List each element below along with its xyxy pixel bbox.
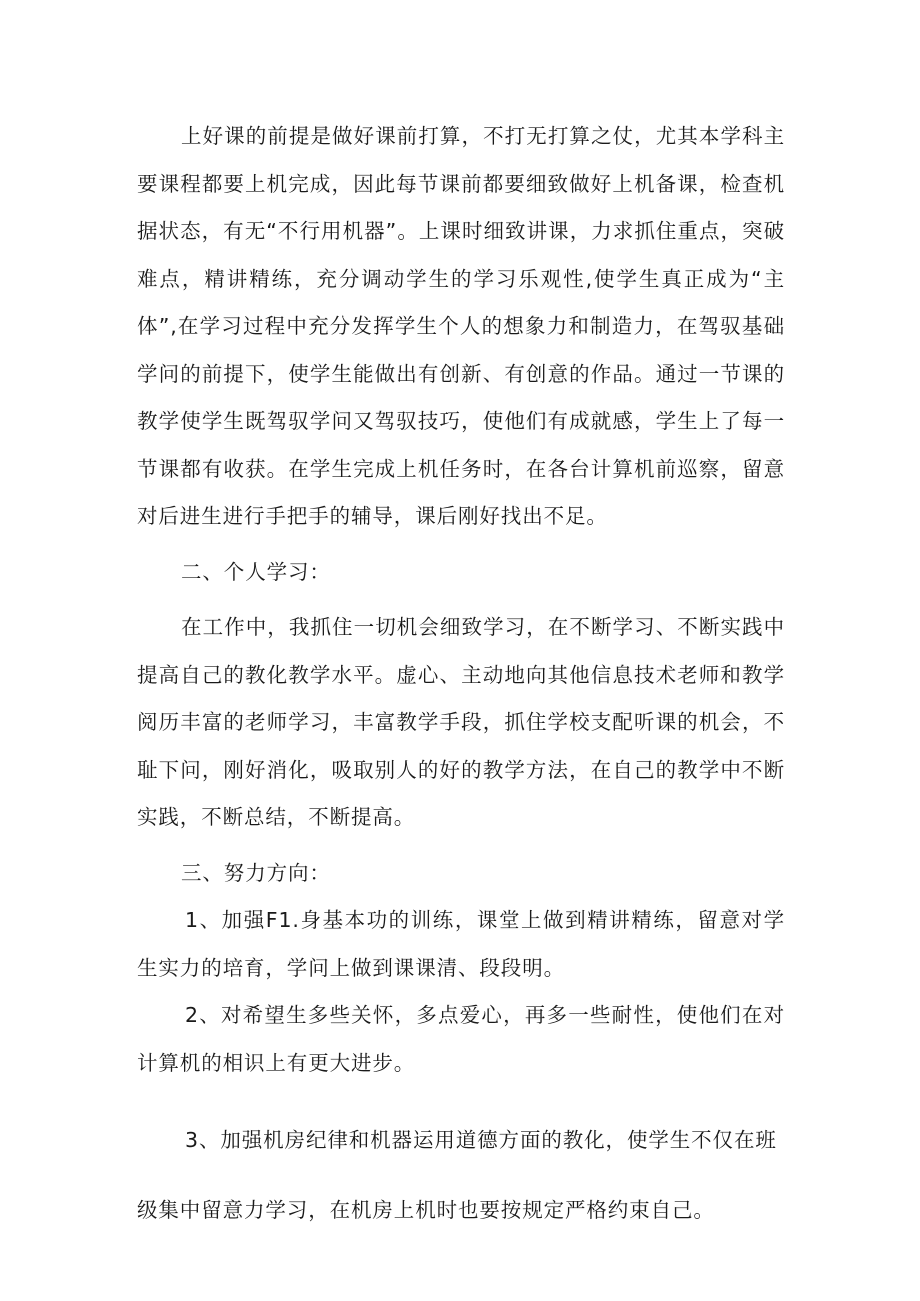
document-body <box>137 113 785 1234</box>
paragraph-lesson-preparation: 上好课的前提是做好课前打算，不打无打算之仗，尤其本学科主要课程都要上机完成，因此每节课前都要细致做好上机备课，检查机据状态，有无“不行用机器”。上课时细致讲课，力求抓住重点，突破难点，精讲精练，充分调动学生的学习乐观性,使学生真正成为“主体”,在学习过程中充分发挥学生个人的想象力和制造力，在驾驭基础学问的前提下，使学生能做出有创新、有创意的作品。通过一节课的教学使学生既驾驭学问又驾驭技巧，使他们有成就感，学生上了每一节课都有收获。在学生完成上机任务时，在各台计算机前巡察，留意对后进生进行手把手的辅导，课后刚好找出不足。 <box>137 124 785 528</box>
paragraph-personal-study: 在工作中，我抓住一切机会细致学习，在不断学习、不断实践中提高自己的教化教学水平。虚心、主动地向其他信息技术老师和教学阅历丰富的老师学习，丰富教学手段，抓住学校支配听课的机会，不耻下问，刚好消化，吸取别人的好的教学方法，在自己的教学中不断实践，不断总结，不断提高。 <box>137 615 785 829</box>
list-item-3-line-1: 3、加强机房纪律和机器运用道德方面的教化，使学生不仅在班 <box>185 1128 777 1152</box>
section-heading-direction: 三、努力方向： <box>181 860 331 885</box>
list-item-1: 1、加强F1.身基本功的训练，课堂上做到精讲精练，留意对学生实力的培育，学问上做到课课清、段段明。 <box>137 908 785 980</box>
list-item-3-line-2: 级集中留意力学习，在机房上机时也要按规定严格约束自己。 <box>137 1197 715 1222</box>
section-heading-personal-study: 二、个人学习： <box>181 559 331 584</box>
list-item-2: 2、对希望生多些关怀，多点爱心，再多一些耐性，使他们在对计算机的相识上有更大进步。 <box>137 1003 785 1075</box>
